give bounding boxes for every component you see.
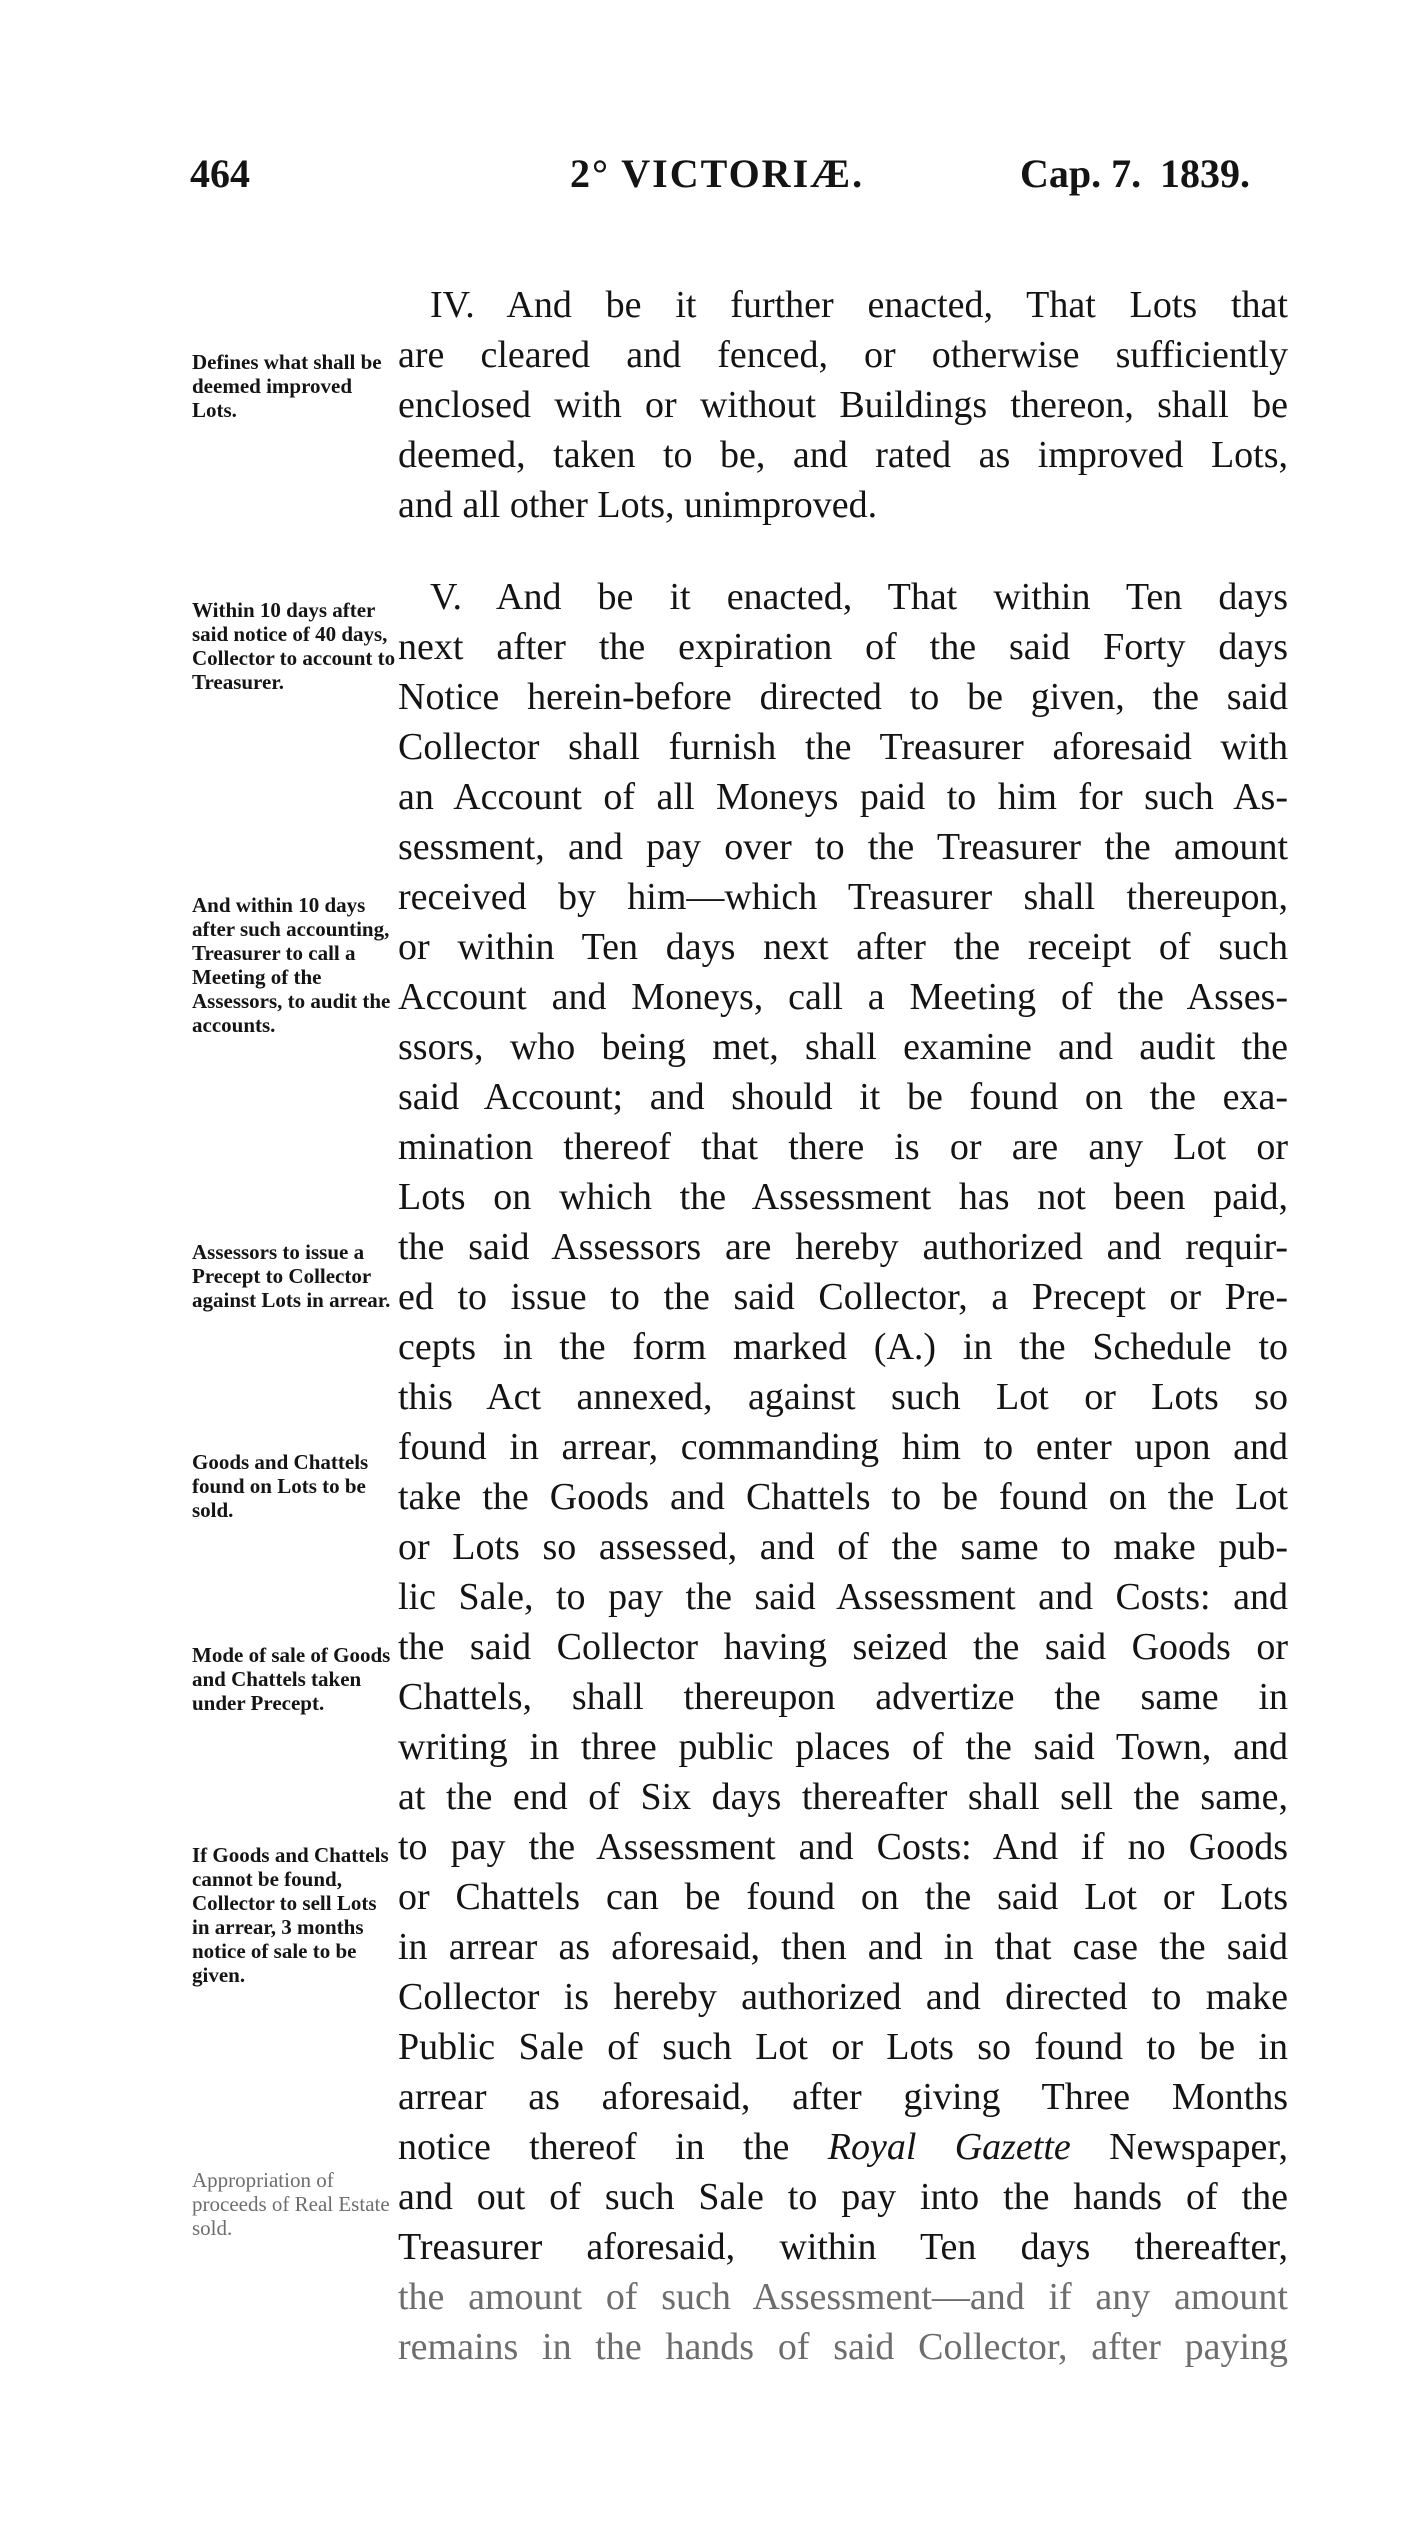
text-line: cepts in the form marked (A.) in the Schedule to (398, 1326, 1288, 1368)
text-line: Lots on which the Assessment has not been paid, (398, 1176, 1288, 1218)
text-line: Collector shall furnish the Treasurer aforesaid with (398, 726, 1288, 768)
text-line: found in arrear, commanding him to enter upon and (398, 1426, 1288, 1468)
text-line: Collector is hereby authorized and directed to make (398, 1976, 1288, 2018)
text-line: remains in the hands of said Collector, after paying (398, 2326, 1288, 2368)
margin-note-mode-of-sale: Mode of sale of Goods and Chattels taken under Precept. (192, 1643, 391, 1715)
text-line: or within Ten days next after the receipt of such (398, 926, 1288, 968)
text-line: an Account of all Moneys paid to him for such As- (398, 776, 1288, 818)
text-line: received by him—which Treasurer shall thereupon, (398, 876, 1288, 918)
text-line: IV. And be it further enacted, That Lots that (430, 284, 1288, 326)
newspaper-title: Royal Gazette (827, 2126, 1071, 2168)
page-number: 464 (190, 151, 250, 196)
text-line: the said Assessors are hereby authorized and requir- (398, 1226, 1288, 1268)
running-header (170, 150, 1300, 210)
text-line: deemed, taken to be, and rated as improved Lots, (398, 434, 1288, 476)
text-line: sessment, and pay over to the Treasurer the amount (398, 826, 1288, 868)
text-line: to pay the Assessment and Costs: And if no Goods (398, 1826, 1288, 1868)
text-line: said Account; and should it be found on the exa- (398, 1076, 1288, 1118)
margin-note-precept: Assessors to issue a Precept to Collector against Lots in arrear. (192, 1240, 391, 1312)
text-line: ed to issue to the said Collector, a Precept or Pre- (398, 1276, 1288, 1318)
text-line: the said Collector having seized the said Goods or (398, 1626, 1288, 1668)
text-line: in arrear as aforesaid, then and in that case the said (398, 1926, 1288, 1968)
text-line: Public Sale of such Lot or Lots so found to be in (398, 2026, 1288, 2068)
text-line: Notice herein-before directed to be given, the said (398, 676, 1288, 718)
margin-note-lots-sold: If Goods and Chattels cannot be found, Collector to sell Lots in arrear, 3 months notice of sale to be given. (192, 1843, 389, 1987)
text-line: ssors, who being met, shall examine and audit the (398, 1026, 1288, 1068)
margin-note-assessors-meeting: And within 10 days after such accounting, Treasurer to call a Meeting of the Assessors, to audit the accounts. (192, 893, 391, 1037)
margin-note-goods-sold: Goods and Chattels found on Lots to be sold. (192, 1450, 369, 1522)
text-line: and all other Lots, unimproved. (398, 484, 878, 526)
regnal-year: 2° VICTORIÆ. (570, 151, 865, 196)
chapter-number: Cap. 7. (1020, 151, 1142, 196)
calendar-year: 1839. (1160, 151, 1250, 196)
margin-note-improved-lots: Defines what shall be deemed improved Lots. (192, 350, 382, 422)
text-line: writing in three public places of the said Town, and (398, 1726, 1288, 1768)
text-line: and out of such Sale to pay into the hands of the (398, 2176, 1288, 2218)
text-line: next after the expiration of the said Forty days (398, 626, 1288, 668)
text-line: this Act annexed, against such Lot or Lots so (398, 1376, 1288, 1418)
text-line: lic Sale, to pay the said Assessment and Costs: and (398, 1576, 1288, 1618)
text-line: are cleared and fenced, or otherwise sufficiently (398, 334, 1288, 376)
margin-note-collector-account: Within 10 days after said notice of 40 days, Collector to account to Treasurer. (192, 598, 396, 694)
text-line: take the Goods and Chattels to be found on the Lot (398, 1476, 1288, 1518)
text-line: notice thereof in the Royal Gazette Newspaper, (398, 2126, 1289, 2168)
text-line: Treasurer aforesaid, within Ten days thereafter, (398, 2226, 1288, 2268)
text-line: at the end of Six days thereafter shall sell the same, (398, 1776, 1288, 1818)
text-line: enclosed with or without Buildings thereon, shall be (398, 384, 1288, 426)
text-line: or Lots so assessed, and of the same to make pub- (398, 1526, 1288, 1568)
text-line: the amount of such Assessment—and if any amount (398, 2276, 1288, 2318)
text-line: V. And be it enacted, That within Ten days (430, 576, 1288, 618)
text-line: Account and Moneys, call a Meeting of the Asses- (398, 976, 1288, 1018)
text-line: arrear as aforesaid, after giving Three Months (398, 2076, 1288, 2118)
text-line: Chattels, shall thereupon advertize the same in (398, 1676, 1288, 1718)
margin-note-appropriation: Appropriation of proceeds of Real Estate sold. (192, 2168, 390, 2240)
text-line: mination thereof that there is or are any Lot or (398, 1126, 1288, 1168)
text-line: or Chattels can be found on the said Lot or Lots (398, 1876, 1288, 1918)
